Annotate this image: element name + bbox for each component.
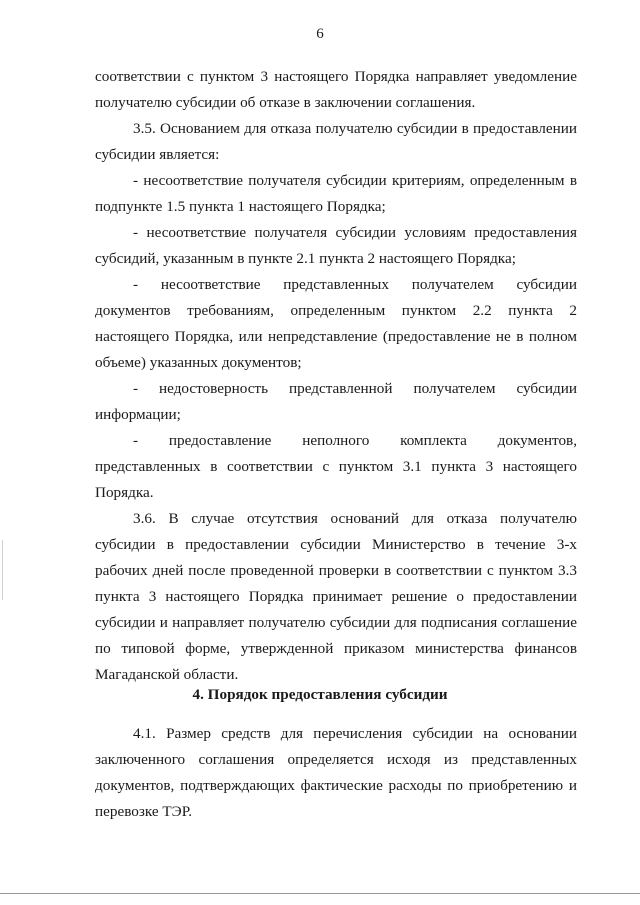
list-item-documents: - несоответствие представленных получателем субсидии документов требованиям, определенным пунктом 2.2 пункта 2 настоящего Порядка, или непредставление (предоставление не в полном объеме) указанных документов; — [95, 276, 577, 371]
paragraph-3-5: 3.5. Основанием для отказа получателю субсидии в предоставлении субсидии является: — [95, 120, 577, 163]
page-bottom-edge — [0, 893, 640, 894]
body-text — [95, 64, 577, 688]
page-number: 6 — [316, 26, 324, 42]
scan-edge-mark — [2, 540, 3, 600]
list-item-criteria: - несоответствие получателя субсидии критериям, определенным в подпункте 1.5 пункта 1 настоящего Порядка; — [95, 172, 577, 215]
section-heading: 4. Порядок предоставления субсидии — [192, 686, 448, 703]
paragraph-4-1: 4.1. Размер средств для перечисления субсидии на основании заключенного соглашения определяется исходя из представленных документов, подтверждающих фактические расходы по приобретению и перевозке ТЭР. — [95, 725, 577, 820]
section-body-text — [95, 721, 577, 825]
paragraph-continuation: соответствии с пунктом 3 настоящего Порядка направляет уведомление получателю субсидии об отказе в заключении соглашения. — [95, 68, 577, 111]
list-item-unreliable-info: - недостоверность представленной получателем субсидии информации; — [95, 380, 577, 423]
list-item-incomplete-set: - предоставление неполного комплекта документов, представленных в соответствии с пунктом 3.1 пункта 3 настоящего Порядка. — [95, 432, 577, 501]
paragraph-3-6: 3.6. В случае отсутствия оснований для отказа получателю субсидии в предоставлении субсидии Министерство в течение 3-х рабочих дней после проведенной проверки в соответствии с пунктом 3.3 пункта 3 настоящего Порядка принимает решение о предоставлении субсидии и направляет получателю субсидии для подписания соглашение по типовой форме, утвержденной приказом министерства финансов Магаданской области. — [95, 510, 577, 683]
list-item-conditions: - несоответствие получателя субсидии условиям предоставления субсидий, указанным в пункте 2.1 пункта 2 настоящего Порядка; — [95, 224, 577, 267]
